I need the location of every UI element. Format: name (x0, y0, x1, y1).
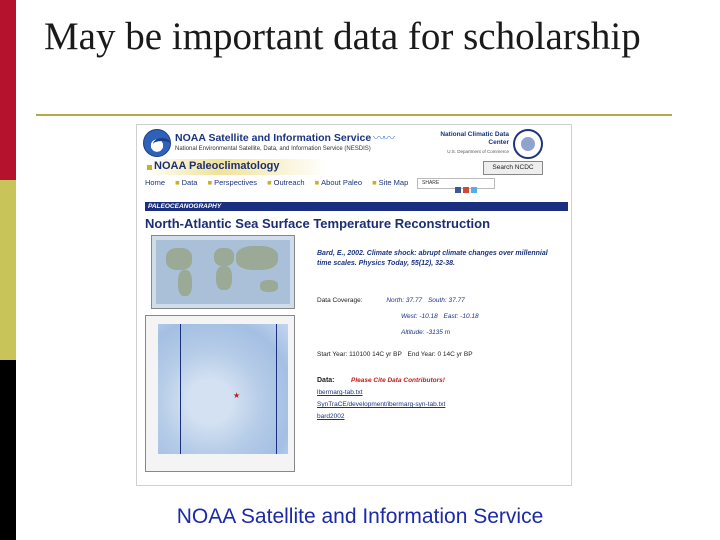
nav-item-outreach[interactable]: Outreach (273, 178, 305, 187)
slide-title: May be important data for scholarship (44, 15, 641, 58)
nav-item-home[interactable]: Home (145, 178, 166, 187)
coverage-north: North: 37.77 (386, 297, 423, 304)
year-row (317, 351, 473, 358)
coverage-west: West: -10.18 (401, 313, 438, 320)
regional-map[interactable] (145, 315, 295, 472)
page-heading: North-Atlantic Sea Surface Temperature Reconstruction (145, 216, 491, 231)
world-map-ocean (156, 240, 290, 304)
data-file-link[interactable]: SynTraCE/development/ibermarg-syn-tab.txt (317, 401, 446, 408)
cite-contributors-link[interactable]: Please Cite Data Contributors! (351, 377, 445, 384)
nav-bullet-icon: ■ (207, 178, 213, 187)
land-shape (216, 266, 232, 290)
webpage-screenshot (136, 124, 572, 486)
nav-bullet-icon: ■ (267, 178, 272, 187)
land-shape (166, 248, 192, 270)
sidebar-olive-block (0, 180, 16, 360)
altitude-value: Altitude: -3135 m (401, 329, 451, 336)
data-file-link[interactable]: bard2002 (317, 413, 345, 420)
wave-icon: 〰〰 (373, 131, 394, 145)
map-gridline (276, 324, 277, 454)
section-bar: PALEOCEANOGRAPHY (145, 202, 568, 211)
nav-item-perspectives[interactable]: Perspectives (214, 178, 258, 187)
coverage-south: South: 37.77 (427, 297, 465, 304)
map-gridline (180, 324, 181, 454)
twitter-icon[interactable] (471, 187, 477, 193)
seal-center (521, 137, 535, 151)
site-marker-icon: ★ (233, 391, 241, 400)
nav-bullet-icon: ■ (175, 178, 180, 187)
share-button[interactable]: SHARE (417, 178, 495, 189)
header-subtitle: National Environmental Satellite, Data, and Information Service (NESDIS) (175, 146, 371, 152)
coverage-label: Data Coverage: (317, 297, 363, 304)
search-ncdc-button[interactable]: Search NCDC (483, 161, 543, 175)
nav-item-about-paleo[interactable]: About Paleo (321, 178, 363, 187)
ncdc-name[interactable]: National Climatic Data Center (440, 131, 509, 146)
coverage-row-2 (401, 313, 479, 320)
nav-bullet-icon: ■ (372, 178, 377, 187)
social-icons (455, 180, 485, 186)
land-shape (178, 270, 192, 296)
start-year: Start Year: 110100 14C yr BP (317, 351, 402, 358)
nav-item-site-map[interactable]: Site Map (378, 178, 409, 187)
coverage-altitude (401, 329, 450, 336)
bullet-icon (147, 165, 152, 170)
slide-sidebar (0, 0, 16, 540)
citation-text: Bard, E., 2002. Climate shock: abrupt climate changes over millennial time scales. Physics Today, 55(12), 32-38. (317, 250, 548, 267)
nav-item-data[interactable]: Data (181, 178, 198, 187)
slide-caption: NOAA Satellite and Information Service (176, 505, 544, 528)
ncdc-department: U.S. Department of Commerce (447, 149, 509, 154)
noaa-logo-icon (143, 129, 171, 157)
title-underline (36, 114, 672, 116)
header-title[interactable]: NOAA Satellite and Information Service (175, 132, 372, 144)
world-map-thumbnail[interactable] (151, 235, 295, 309)
google-icon[interactable] (463, 187, 469, 193)
nav-bullet-icon: ■ (314, 178, 320, 187)
land-shape (214, 248, 234, 266)
site-nav (145, 178, 416, 187)
land-shape (260, 280, 278, 292)
coverage-east: East: -10.18 (443, 313, 479, 320)
sidebar-red-block (0, 0, 16, 180)
coverage-row (317, 297, 465, 304)
regional-map-ocean (158, 324, 288, 454)
data-file-link[interactable]: lbermarg-tab.txt (317, 389, 363, 396)
end-year: End Year: 0 14C yr BP (407, 351, 473, 358)
facebook-icon[interactable] (455, 187, 461, 193)
paleo-title[interactable]: NOAA Paleoclimatology (154, 160, 280, 172)
data-label: Data: (317, 377, 335, 384)
commerce-seal-icon (513, 129, 543, 159)
noaa-bird-icon (153, 138, 171, 151)
land-shape (236, 246, 278, 270)
